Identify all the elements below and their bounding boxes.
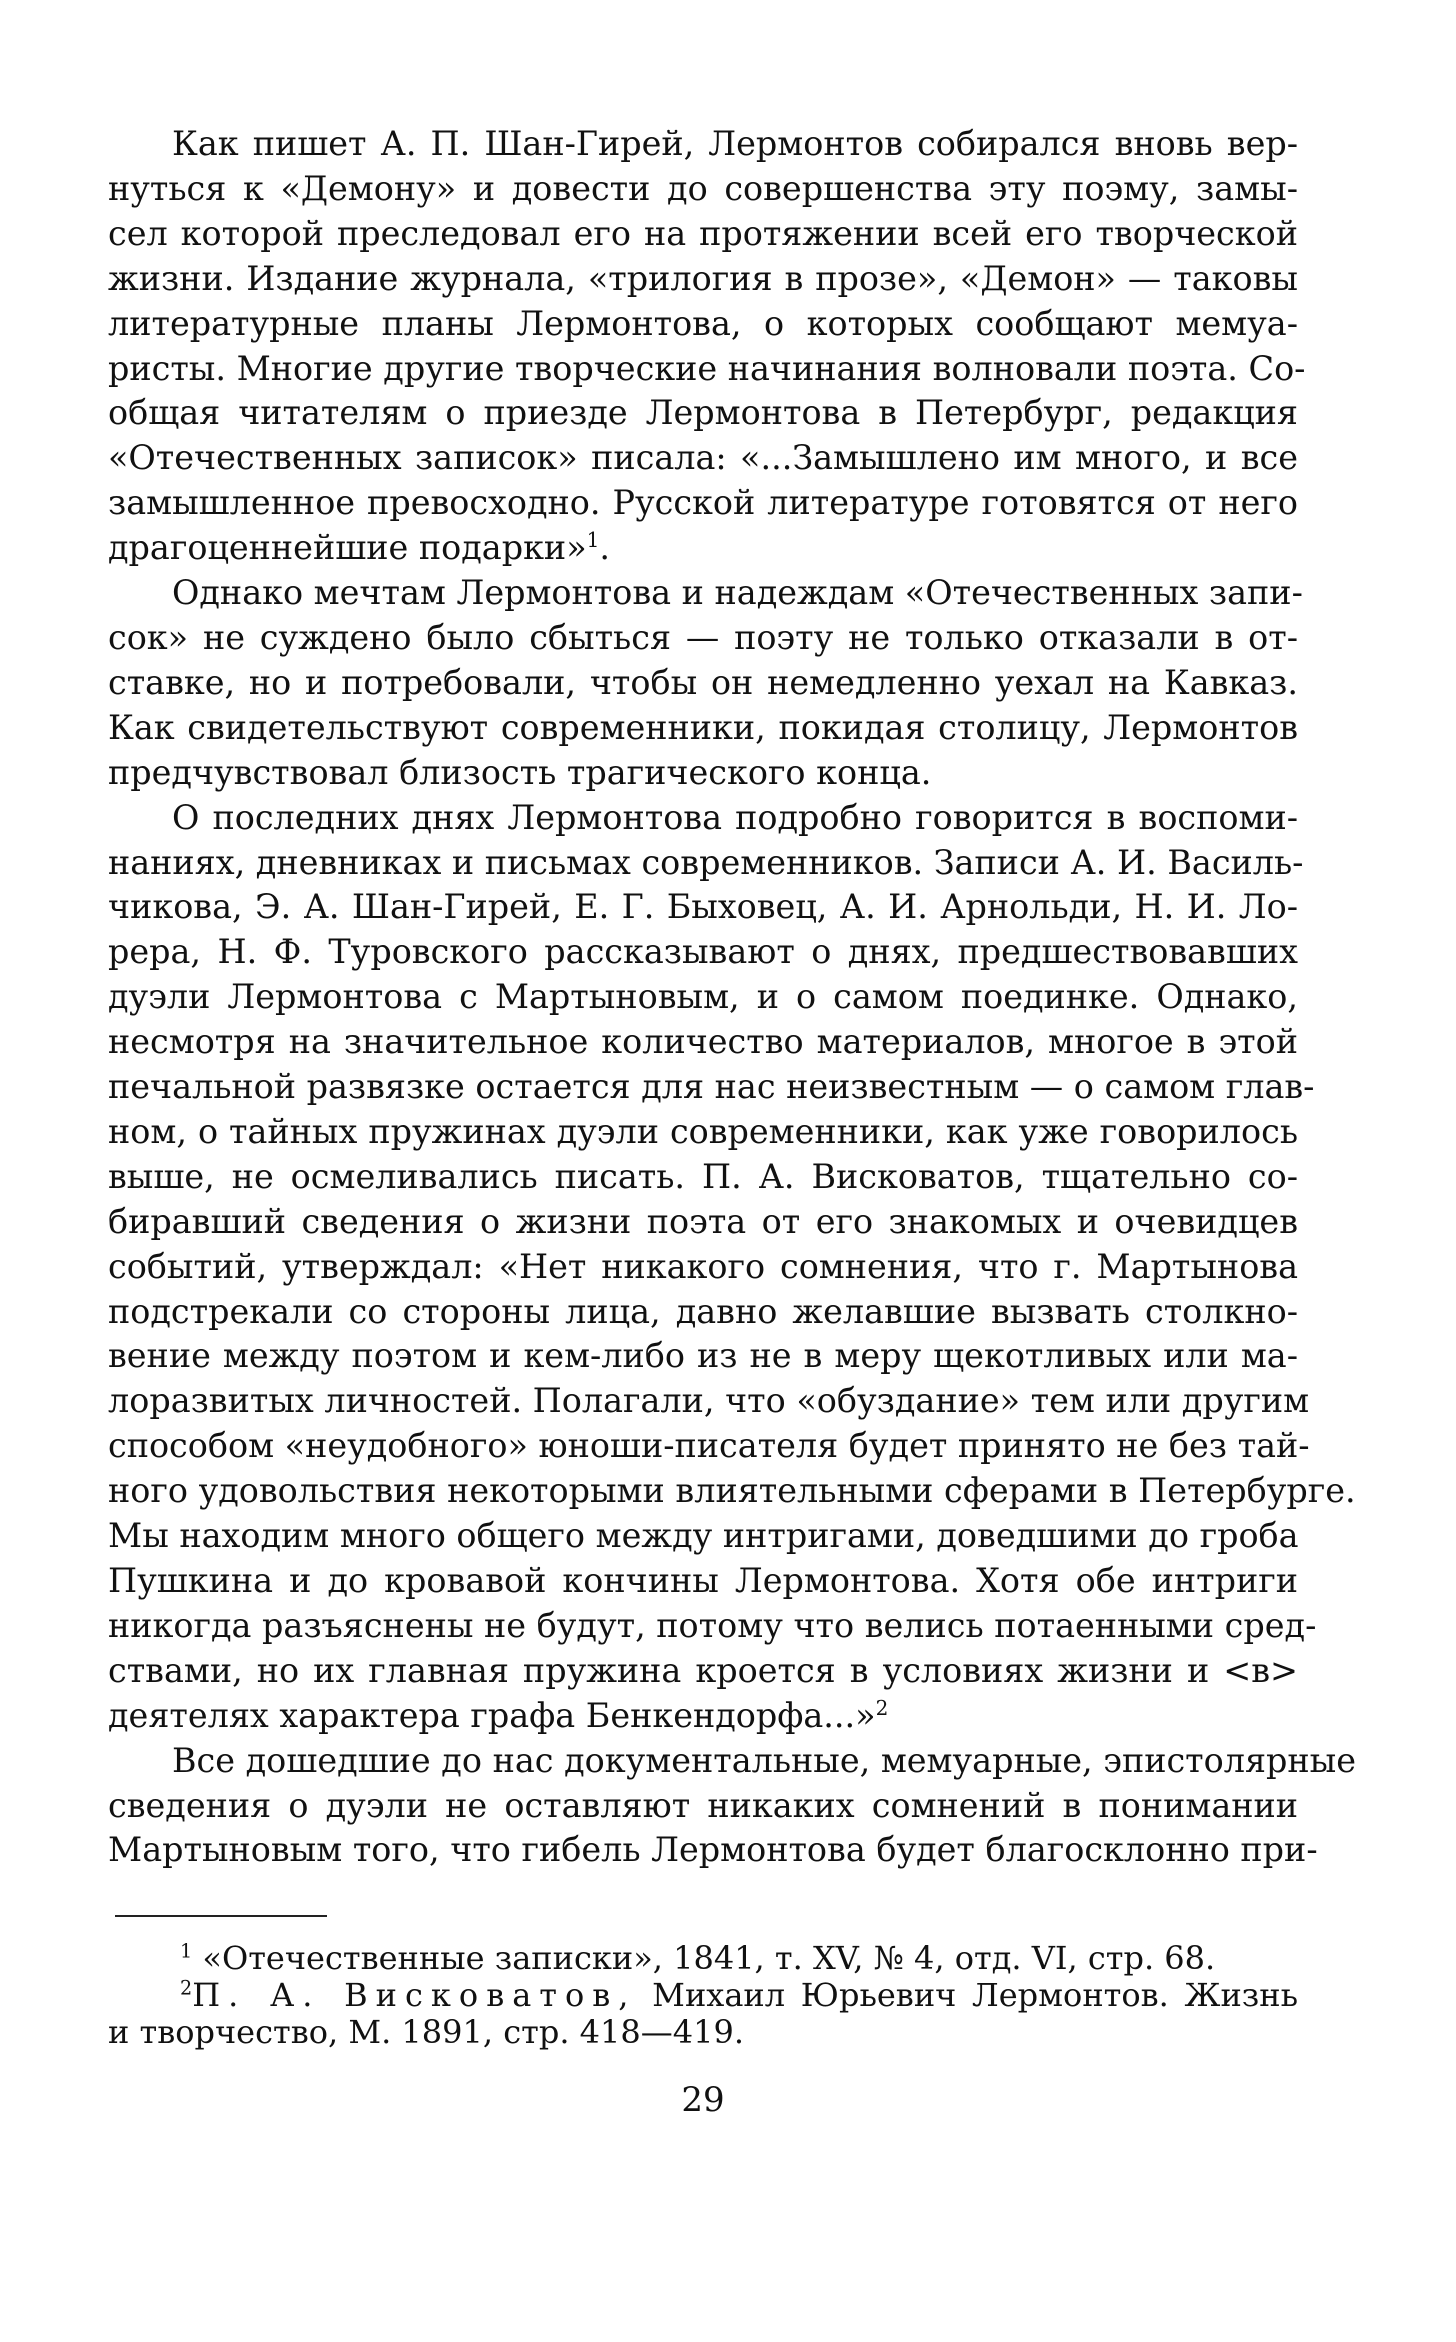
text-line: ристы. Многие другие творческие начинания волновали поэта. Со- xyxy=(108,348,1306,388)
footnotes xyxy=(108,1940,1298,2051)
paragraph-1 xyxy=(108,122,1306,571)
text-line: сок» не суждено было сбыться — поэту не только отказали в от- xyxy=(108,617,1298,657)
text-line: никогда разъяснены не будут, потому что велись потаенными сред- xyxy=(108,1605,1317,1645)
footnote-1 xyxy=(108,1940,1298,1977)
text-line: несмотря на значительное количество материалов, многое в этой xyxy=(108,1022,1298,1062)
text-line: Все дошедшие до нас документальные, мемуарные, эпистолярные xyxy=(172,1740,1356,1780)
footnote-2-continuation: и творчество, М. 1891, стр. 418—419. xyxy=(108,2013,744,2051)
text-line xyxy=(108,526,1298,571)
paragraph-2 xyxy=(108,571,1303,796)
text-line: жизни. Издание журнала, «трилогия в прозе», «Демон» — таковы xyxy=(108,258,1298,298)
text-line: способом «неудобного» юноши-писателя будет принято не без тай- xyxy=(108,1426,1310,1466)
text-line: замышленное превосходно. Русской литературе готовятся от него xyxy=(108,483,1298,523)
text-line: общая читателям о приезде Лермонтова в Петербург, редакция xyxy=(108,393,1298,433)
footnote-ref-2[interactable]: 2 xyxy=(875,1695,889,1720)
text-line: Пушкина и до кровавой кончины Лермонтова. Хотя обе интриги xyxy=(108,1561,1298,1600)
text-line: вение между поэтом и кем-либо из не в меру щекотливых или ма- xyxy=(108,1336,1298,1376)
footnote-text: Михаил Юрьевич Лермонтов. Жизнь xyxy=(652,1976,1299,2014)
page-number: 29 xyxy=(681,2080,725,2120)
text-line: сел которой преследовал его на протяжении всей его творческой xyxy=(108,213,1298,253)
text-line: Однако мечтам Лермонтова и надеждам «Отечественных запи- xyxy=(172,573,1303,613)
footnote-ref-1[interactable]: 1 xyxy=(586,528,600,553)
footnote-author: П. А. Висковатов, xyxy=(192,1976,637,2014)
footnote-mark-1: 1 xyxy=(180,1939,193,1963)
text-line-tail: . xyxy=(599,528,610,568)
text-line: лоразвитых личностей. Полагали, что «обуздание» тем или другим xyxy=(108,1381,1310,1421)
text-line: предчувствовал близость трагического конца. xyxy=(108,752,932,792)
text-line: ного удовольствия некоторыми влиятельными сферами в Петербурге. xyxy=(108,1471,1356,1511)
text-line: Мы находим много общего между интригами, доведшими до гроба xyxy=(108,1516,1299,1556)
text-line-content: драгоценнейшие подарки» xyxy=(108,528,587,568)
paragraph-3 xyxy=(108,796,1356,1739)
paragraph-4 xyxy=(108,1739,1356,1874)
text-line: Как свидетельствуют современники, покидая столицу, Лермонтов xyxy=(108,707,1298,747)
text-line: событий, утверждал: «Нет никакого сомнения, что г. Мартынова xyxy=(108,1246,1298,1286)
text-line: биравший сведения о жизни поэта от его знакомых и очевидцев xyxy=(108,1201,1298,1241)
text-line: литературные планы Лермонтова, о которых сообщают мемуа- xyxy=(108,303,1298,343)
text-line: выше, не осмеливались писать. П. А. Висковатов, тщательно со- xyxy=(108,1156,1298,1196)
text-line: подстрекали со стороны лица, давно желавшие вызвать столкно- xyxy=(108,1291,1298,1331)
text-line: печальной развязке остается для нас неизвестным — о самом глав- xyxy=(108,1067,1315,1107)
footnote-text: «Отечественные записки», 1841, т. XV, № 4, отд. VI, стр. 68. xyxy=(202,1939,1216,1977)
text-line: дуэли Лермонтова с Мартыновым, и о самом поединке. Однако, xyxy=(108,977,1298,1017)
text-line: «Отечественных записок» писала: «...Замышлено им много, и все xyxy=(108,438,1298,478)
text-line: сведения о дуэли не оставляют никаких сомнений в понимании xyxy=(108,1785,1298,1825)
footnote-mark-2: 2 xyxy=(180,1976,193,2000)
text-line: ствами, но их главная пружина кроется в условиях жизни и <в> xyxy=(108,1650,1298,1690)
text-line: чикова, Э. А. Шан-Гирей, Е. Г. Быховец, А. И. Арнольди, Н. И. Ло- xyxy=(108,887,1298,927)
text-line: Мартыновым того, что гибель Лермонтова будет благосклонно при- xyxy=(108,1830,1318,1870)
text-line: ном, о тайных пружинах дуэли современники, как уже говорилось xyxy=(108,1111,1298,1151)
text-body xyxy=(108,122,1356,1873)
text-line: наниях, дневниках и письмах современников. Записи А. И. Василь- xyxy=(108,842,1304,882)
text-line: ставке, но и потребовали, чтобы он немедленно уехал на Кавказ. xyxy=(108,662,1298,702)
footnote-divider xyxy=(115,1915,327,1917)
text-line: рера, Н. Ф. Туровского рассказывают о днях, предшествовавших xyxy=(108,932,1298,972)
text-line: О последних днях Лермонтова подробно говорится в воспоми- xyxy=(172,797,1298,837)
text-line: нуться к «Демону» и довести до совершенства эту поэму, замы- xyxy=(108,168,1298,208)
footnote-2 xyxy=(108,1977,1298,2014)
text-line-content: деятелях характера графа Бенкендорфа...» xyxy=(108,1695,876,1735)
text-line: Как пишет А. П. Шан-Гирей, Лермонтов собирался вновь вер- xyxy=(172,124,1298,163)
text-line xyxy=(108,1694,1298,1739)
